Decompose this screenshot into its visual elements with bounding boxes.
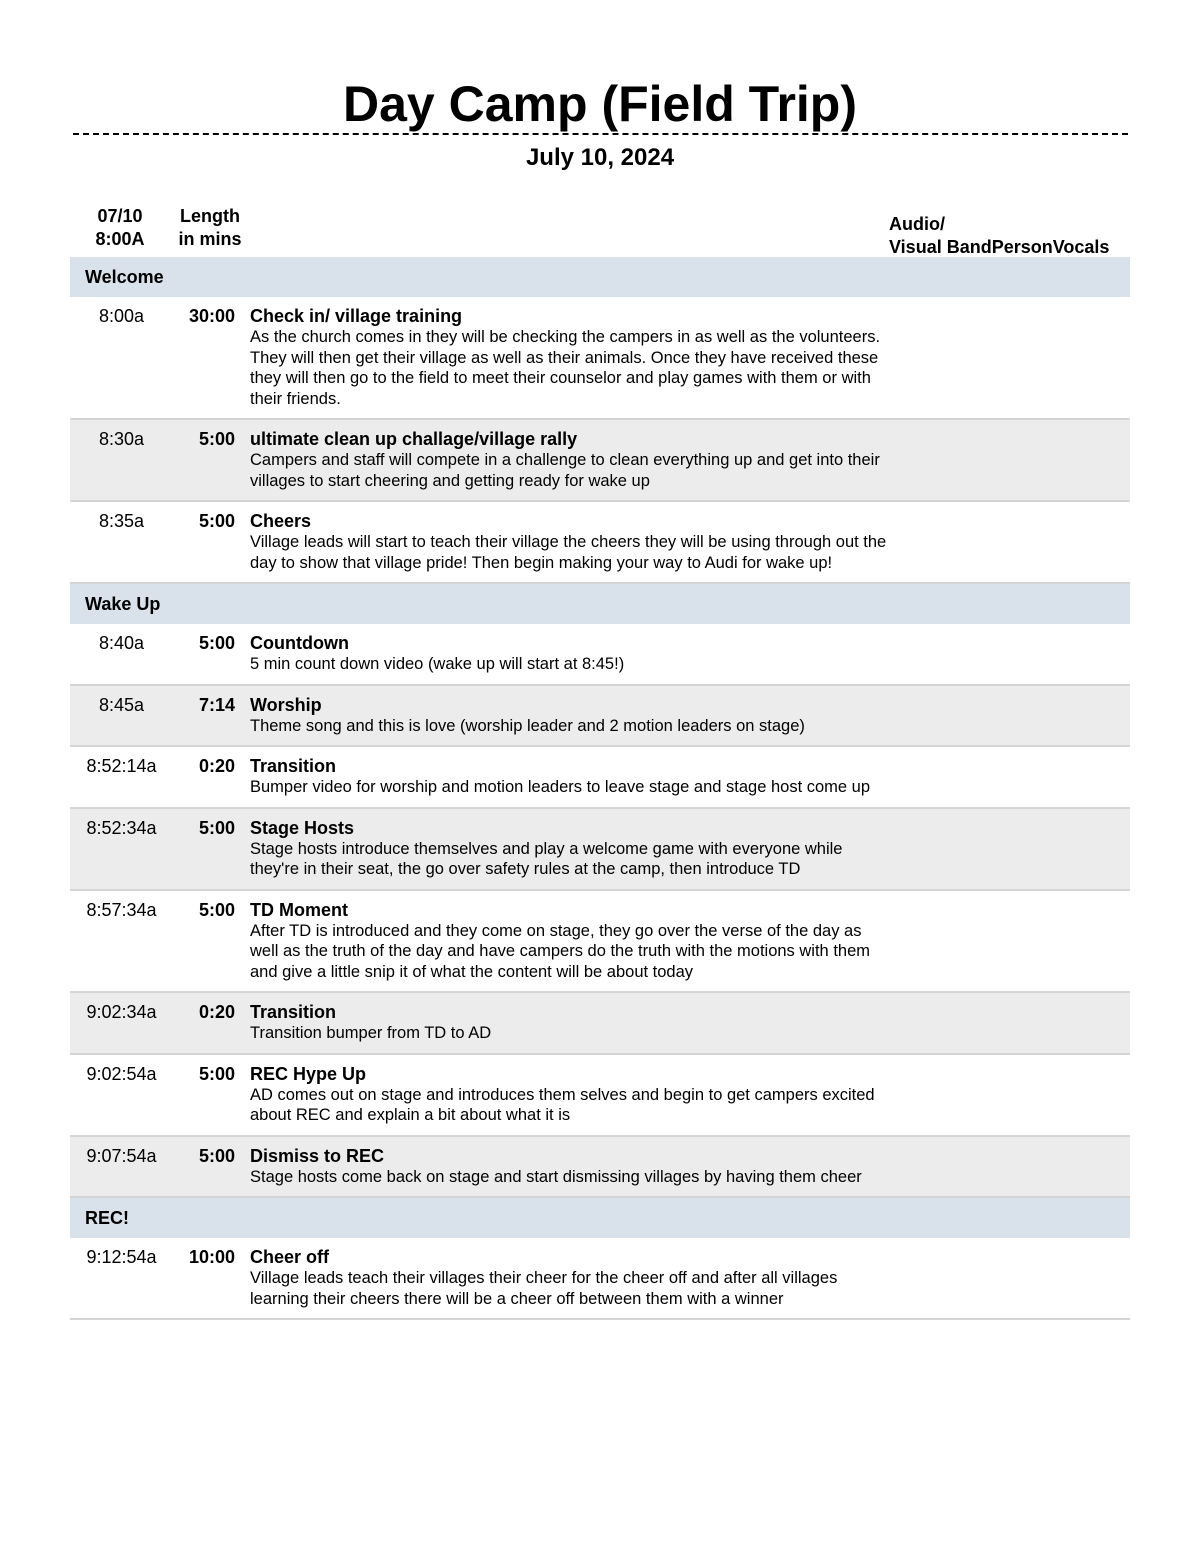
row-length: 30:00: [188, 306, 235, 326]
schedule-row: [70, 686, 1130, 748]
row-time: 8:35a: [98, 511, 145, 531]
row-segment-name: Transition: [250, 756, 337, 776]
column-header-audio-visual: [889, 213, 1149, 259]
row-description: Stage hosts introduce themselves and play a welcome game with everyone while they're in their seat, the go over safety rules at the camp, then introduce TD: [250, 839, 843, 878]
page-date: July 10, 2024: [525, 144, 675, 171]
section-header: REC!: [70, 1198, 1130, 1238]
section-header: Welcome: [70, 257, 1130, 297]
column-header-date-line2: 8:00A: [95, 229, 145, 249]
schedule-row: [70, 747, 1130, 809]
row-description: Bumper video for worship and motion leaders to leave stage and stage host come up: [250, 778, 871, 796]
schedule-row: [70, 502, 1130, 584]
row-length: 5:00: [198, 817, 235, 838]
row-content: [250, 1246, 890, 1309]
row-segment-name: Worship: [250, 694, 322, 715]
row-time: 9:07:54a: [86, 1145, 157, 1166]
row-length: 0:20: [198, 756, 235, 776]
row-content: [250, 694, 890, 737]
row-description: Village leads teach their villages their cheer for the cheer off and after all villages learning their cheers there will be a cheer off between them with a winner: [250, 1269, 838, 1308]
schedule-row: [70, 891, 1130, 994]
title-dashed-rule: [73, 133, 1128, 135]
row-description: 5 min count down video (wake up will start at 8:45!): [250, 655, 625, 673]
column-header-length-line2: in mins: [178, 229, 242, 249]
row-length: 5:00: [198, 1145, 235, 1166]
row-description: Transition bumper from TD to AD: [250, 1024, 492, 1042]
row-content: [250, 632, 890, 675]
row-content: [250, 1063, 890, 1126]
row-content: [250, 1145, 890, 1188]
row-description: Village leads will start to teach their village the cheers they will be using through out the day to show that village pride! Then begin making your way to Audi for wake up!: [250, 533, 887, 572]
row-segment-name: ultimate clean up challage/village rally: [250, 429, 578, 449]
row-length: 5:00: [198, 511, 235, 531]
row-content: [250, 428, 890, 491]
row-segment-name: REC Hype Up: [250, 1063, 367, 1084]
row-content: [250, 1001, 890, 1044]
row-length: 10:00: [188, 1247, 235, 1267]
row-time: 8:52:14a: [86, 756, 157, 776]
row-description: As the church comes in they will be checking the campers in as well as the volunteers. They will then get their village as well as their animals. Once they have received these they will then go to the field to meet their counselor and play games with them or with their friends.: [250, 328, 881, 408]
schedule-row: [70, 1238, 1130, 1320]
row-segment-name: TD Moment: [250, 899, 348, 920]
schedule-row: [70, 297, 1130, 420]
row-description: AD comes out on stage and introduces them selves and begin to get campers excited about REC and explain a bit about what it is: [250, 1085, 875, 1124]
column-header-av-line1: Audio/: [889, 214, 945, 234]
row-content: [250, 510, 890, 573]
row-time: 8:45a: [98, 694, 145, 715]
schedule-row: [70, 993, 1130, 1055]
column-header-date: [80, 205, 160, 251]
row-length: 0:20: [198, 1002, 235, 1022]
row-length: 5:00: [198, 633, 235, 653]
row-content: [250, 755, 890, 798]
row-description: After TD is introduced and they come on stage, they go over the verse of the day as well as the truth of the day and have campers do the truth with the motions with them and give a little snip it of what the content will be about today: [250, 921, 870, 981]
row-description: Stage hosts come back on stage and start dismissing villages by having them cheer: [250, 1167, 862, 1186]
row-time: 8:40a: [98, 633, 145, 653]
row-segment-name: Cheer off: [250, 1247, 330, 1267]
row-content: [250, 817, 890, 880]
column-header-length-line1: Length: [180, 206, 240, 226]
row-time: 8:57:34a: [86, 899, 157, 920]
row-length: 7:14: [198, 694, 235, 715]
row-segment-name: Transition: [250, 1002, 337, 1022]
schedule-row: [70, 1137, 1130, 1199]
row-description: Campers and staff will compete in a challenge to clean everything up and get into their villages to start cheering and getting ready for wake up: [250, 451, 880, 490]
column-header-date-line1: 07/10: [97, 206, 143, 226]
row-time: 8:30a: [98, 429, 145, 449]
column-header-length: [170, 205, 250, 251]
row-time: 9:02:54a: [86, 1063, 157, 1084]
section-header: Wake Up: [70, 584, 1130, 624]
schedule-row: [70, 809, 1130, 891]
row-segment-name: Dismiss to REC: [250, 1145, 385, 1166]
row-segment-name: Countdown: [250, 633, 349, 653]
row-length: 5:00: [198, 899, 235, 920]
row-length: 5:00: [198, 1063, 235, 1084]
row-segment-name: Cheers: [250, 511, 312, 531]
row-time: 8:52:34a: [86, 817, 157, 838]
row-length: 5:00: [198, 429, 235, 449]
schedule-row: [70, 420, 1130, 502]
row-time: 8:00a: [98, 306, 145, 326]
page-title: Day Camp (Field Trip): [343, 76, 857, 132]
row-time: 9:12:54a: [86, 1247, 157, 1267]
row-content: [250, 899, 890, 983]
schedule-row: [70, 624, 1130, 686]
row-segment-name: Stage Hosts: [250, 817, 355, 838]
column-header-av-line2: Visual BandPersonVocals: [889, 237, 1110, 257]
schedule-row: [70, 1055, 1130, 1137]
row-content: [250, 305, 890, 409]
row-time: 9:02:34a: [86, 1002, 157, 1022]
schedule-table: [70, 257, 1130, 1320]
row-description: Theme song and this is love (worship leader and 2 motion leaders on stage): [250, 716, 805, 735]
row-segment-name: Check in/ village training: [250, 306, 463, 326]
